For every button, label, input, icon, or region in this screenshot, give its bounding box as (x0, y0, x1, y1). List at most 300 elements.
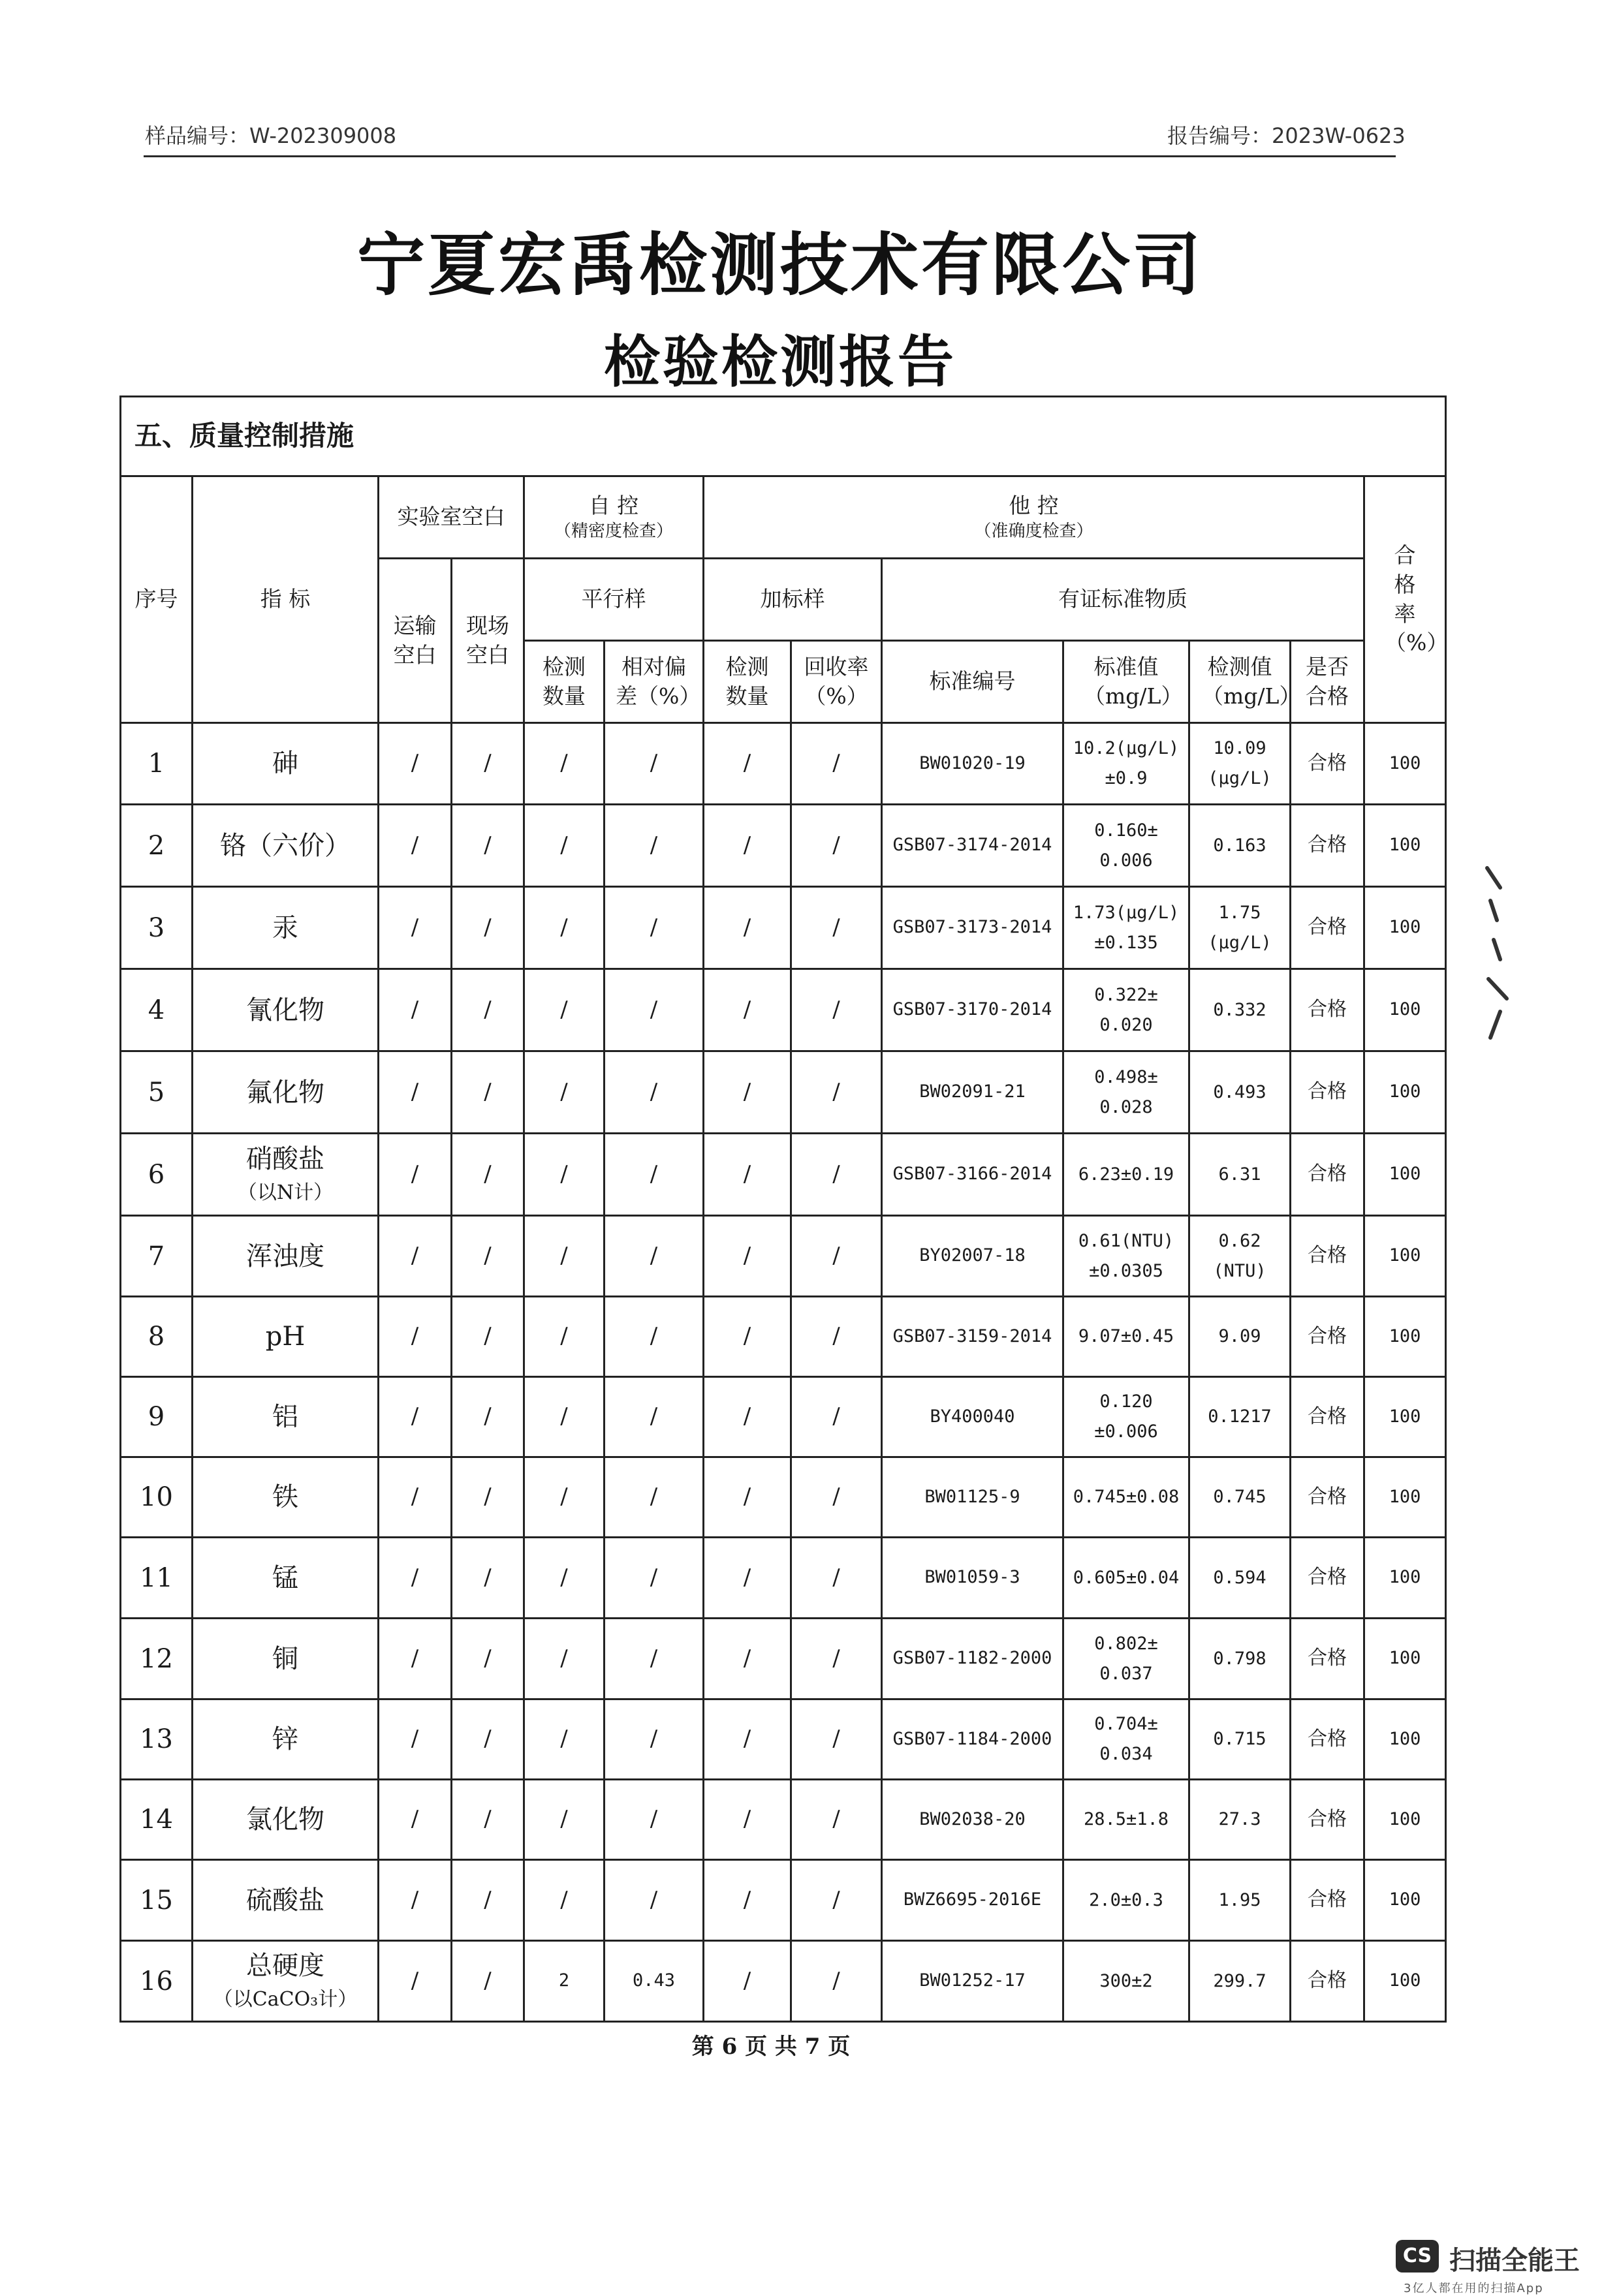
cell-qualified: 合格 (1291, 887, 1364, 969)
table-row (121, 1297, 1446, 1377)
cell-std-value (1063, 1377, 1189, 1457)
cell-fb: / (452, 1051, 524, 1134)
cell-indicator (193, 1699, 379, 1780)
cell-std-value (1063, 1860, 1189, 1941)
other-control-sub: （准确度检查） (974, 521, 1093, 542)
self-control-sub: （精密度检查） (554, 521, 673, 542)
header-std-no: 标准编号 (882, 641, 1063, 723)
std-value-line1: 9.07±0.45 (1078, 1326, 1174, 1347)
cell-fb: / (452, 1780, 524, 1860)
scan-edge-mark (1481, 861, 1513, 1044)
indicator-name: 浑浊度 (246, 1241, 324, 1271)
table-row (121, 805, 1446, 887)
cell-seq: 9 (121, 1377, 193, 1457)
cell-pass-rate: 100 (1364, 1941, 1446, 2022)
cell-seq: 15 (121, 1860, 193, 1941)
cell-fb: / (452, 1216, 524, 1297)
cell-tb: / (379, 1457, 452, 1538)
cell-measured (1189, 1780, 1291, 1860)
std-value-line1: 1.73(μg/L) (1073, 902, 1180, 923)
cell-rd: 0.43 (605, 1941, 704, 2022)
std-value-line2: ±0.0305 (1089, 1260, 1163, 1281)
cell-std-value (1063, 1941, 1189, 2022)
cell-std-no: BY400040 (882, 1377, 1063, 1457)
cell-qualified: 合格 (1291, 723, 1364, 805)
quality-control-table (119, 396, 1447, 2023)
table-row (121, 1538, 1446, 1619)
cell-indicator (193, 1134, 379, 1216)
cell-sc: / (704, 1134, 791, 1216)
cell-tb: / (379, 723, 452, 805)
header-divider (144, 155, 1396, 157)
cell-rr: / (791, 1134, 882, 1216)
cell-qualified: 合格 (1291, 1941, 1364, 2022)
cell-tb: / (379, 1780, 452, 1860)
cell-seq: 14 (121, 1780, 193, 1860)
cell-sc: / (704, 1941, 791, 2022)
measured-line1: 0.1217 (1208, 1406, 1272, 1427)
measured-line1: 1.95 (1218, 1889, 1261, 1910)
table-row (121, 1941, 1446, 2022)
cell-std-no: GSB07-1182-2000 (882, 1619, 1063, 1699)
header-transport-blank: 运输空白 (379, 559, 452, 723)
cell-tb: / (379, 1216, 452, 1297)
indicator-name: 氟化物 (246, 1077, 324, 1108)
header-recovery: 回收率（%） (791, 641, 882, 723)
cell-pass-rate: 100 (1364, 1699, 1446, 1780)
cell-seq: 7 (121, 1216, 193, 1297)
cell-rr: / (791, 1216, 882, 1297)
cell-pc: 2 (524, 1941, 605, 2022)
cell-pc: / (524, 887, 605, 969)
header-pass-rate: 合格率（%） (1364, 476, 1446, 723)
cell-std-value (1063, 1699, 1189, 1780)
indicator-sub: （以N计） (237, 1181, 334, 1204)
cell-fb: / (452, 1457, 524, 1538)
cell-sc: / (704, 1297, 791, 1377)
cell-seq: 8 (121, 1297, 193, 1377)
std-value-line2: 0.037 (1099, 1663, 1153, 1684)
cell-rr: / (791, 1051, 882, 1134)
cell-fb: / (452, 1860, 524, 1941)
sample-number: 样品编号：W-202309008 (145, 123, 397, 148)
cell-seq: 4 (121, 969, 193, 1051)
cell-std-value (1063, 1780, 1189, 1860)
cell-seq: 12 (121, 1619, 193, 1699)
table-row (121, 1619, 1446, 1699)
cell-std-value (1063, 887, 1189, 969)
cell-qualified: 合格 (1291, 1377, 1364, 1457)
cell-sc: / (704, 1860, 791, 1941)
measured-line1: 0.163 (1213, 835, 1266, 856)
cell-fb: / (452, 969, 524, 1051)
cell-tb: / (379, 1297, 452, 1377)
cell-sc: / (704, 1216, 791, 1297)
header-certified-ref: 有证标准物质 (882, 559, 1364, 641)
cell-pc: / (524, 1051, 605, 1134)
cell-seq: 2 (121, 805, 193, 887)
cell-tb: / (379, 887, 452, 969)
cell-pass-rate: 100 (1364, 723, 1446, 805)
cell-qualified: 合格 (1291, 1619, 1364, 1699)
measured-line1: 0.745 (1213, 1487, 1266, 1508)
cell-pc: / (524, 1134, 605, 1216)
cell-qualified: 合格 (1291, 1457, 1364, 1538)
measured-line1: 0.332 (1213, 999, 1266, 1020)
header-field-blank: 现场空白 (452, 559, 524, 723)
cell-rd: / (605, 887, 704, 969)
cell-std-no: BW01059-3 (882, 1538, 1063, 1619)
std-value-line1: 6.23±0.19 (1078, 1164, 1174, 1185)
cell-sc: / (704, 805, 791, 887)
table-row (121, 1134, 1446, 1216)
cell-pass-rate: 100 (1364, 1619, 1446, 1699)
cell-rd: / (605, 1051, 704, 1134)
header-indicator: 指 标 (193, 476, 379, 723)
cell-qualified: 合格 (1291, 1538, 1364, 1619)
cell-indicator (193, 1860, 379, 1941)
table-row (121, 1457, 1446, 1538)
cell-seq: 16 (121, 1941, 193, 2022)
cell-seq: 13 (121, 1699, 193, 1780)
cell-rd: / (605, 723, 704, 805)
page-number: 第 6 页 共 7 页 (691, 2034, 851, 2060)
cell-qualified: 合格 (1291, 1134, 1364, 1216)
std-value-line1: 0.498± (1094, 1066, 1158, 1087)
cell-sc: / (704, 1457, 791, 1538)
cell-measured (1189, 1699, 1291, 1780)
measured-line2: (μg/L) (1208, 768, 1272, 788)
cell-qualified: 合格 (1291, 1699, 1364, 1780)
header-self-control (524, 476, 704, 559)
cell-pass-rate: 100 (1364, 1297, 1446, 1377)
cell-std-no: GSB07-3166-2014 (882, 1134, 1063, 1216)
cell-std-value (1063, 1619, 1189, 1699)
table-row (121, 1780, 1446, 1860)
header-test-count-b: 检测数量 (704, 641, 791, 723)
cell-fb: / (452, 1377, 524, 1457)
header-parallel: 平行样 (524, 559, 704, 641)
cell-rr: / (791, 1297, 882, 1377)
cell-tb: / (379, 1699, 452, 1780)
cell-fb: / (452, 1297, 524, 1377)
cell-fb: / (452, 887, 524, 969)
table-row (121, 723, 1446, 805)
cell-qualified: 合格 (1291, 1860, 1364, 1941)
cell-rd: / (605, 1699, 704, 1780)
cell-qualified: 合格 (1291, 1297, 1364, 1377)
cell-std-value (1063, 723, 1189, 805)
cell-pass-rate: 100 (1364, 805, 1446, 887)
cell-rr: / (791, 1941, 882, 2022)
cell-fb: / (452, 1699, 524, 1780)
cell-tb: / (379, 969, 452, 1051)
measured-line1: 1.75 (1218, 902, 1261, 923)
measured-line1: 0.493 (1213, 1081, 1266, 1102)
cell-rr: / (791, 1377, 882, 1457)
cell-pc: / (524, 1619, 605, 1699)
measured-line1: 0.62 (1218, 1230, 1261, 1251)
cell-pc: / (524, 1457, 605, 1538)
cell-rd: / (605, 805, 704, 887)
cell-pass-rate: 100 (1364, 1377, 1446, 1457)
header-lab-blank: 实验室空白 (379, 476, 524, 559)
cell-rd: / (605, 1216, 704, 1297)
std-value-line1: 28.5±1.8 (1083, 1809, 1169, 1830)
cell-sc: / (704, 1780, 791, 1860)
cell-rd: / (605, 969, 704, 1051)
cell-rr: / (791, 805, 882, 887)
cell-rr: / (791, 723, 882, 805)
std-value-line1: 0.160± (1094, 820, 1158, 841)
table-row (121, 887, 1446, 969)
cell-pc: / (524, 1780, 605, 1860)
cell-fb: / (452, 723, 524, 805)
header-rel-dev: 相对偏差（%） (605, 641, 704, 723)
cell-seq: 3 (121, 887, 193, 969)
cell-measured (1189, 1297, 1291, 1377)
cell-tb: / (379, 1941, 452, 2022)
measured-line2: (NTU) (1213, 1260, 1266, 1281)
cell-measured (1189, 887, 1291, 969)
cell-rd: / (605, 1134, 704, 1216)
cell-indicator (193, 1297, 379, 1377)
cell-pass-rate: 100 (1364, 1780, 1446, 1860)
indicator-name: 总硬度 (246, 1950, 324, 1981)
cell-fb: / (452, 1619, 524, 1699)
std-value-line1: 0.704± (1094, 1714, 1158, 1735)
measured-line1: 27.3 (1218, 1809, 1261, 1830)
cell-pass-rate: 100 (1364, 887, 1446, 969)
cell-measured (1189, 723, 1291, 805)
cell-pass-rate: 100 (1364, 1538, 1446, 1619)
header-std-value: 标准值（mg/L） (1063, 641, 1189, 723)
cell-sc: / (704, 887, 791, 969)
cell-rr: / (791, 1457, 882, 1538)
cell-std-value (1063, 1051, 1189, 1134)
cell-indicator (193, 1457, 379, 1538)
measured-line1: 0.715 (1213, 1729, 1266, 1750)
indicator-name: 铬（六价） (220, 830, 351, 861)
std-value-line2: 0.006 (1099, 850, 1153, 871)
std-value-line2: ±0.9 (1105, 768, 1148, 788)
cell-qualified: 合格 (1291, 1216, 1364, 1297)
cell-std-value (1063, 1297, 1189, 1377)
scanner-logo-badge: CS (1396, 2240, 1439, 2273)
cell-pc: / (524, 805, 605, 887)
cell-measured (1189, 1538, 1291, 1619)
cell-pass-rate: 100 (1364, 969, 1446, 1051)
cell-qualified: 合格 (1291, 805, 1364, 887)
std-value-line1: 0.802± (1094, 1633, 1158, 1654)
cell-rr: / (791, 1619, 882, 1699)
cell-measured (1189, 1457, 1291, 1538)
std-value-line1: 0.745±0.08 (1073, 1487, 1180, 1508)
cell-rr: / (791, 1538, 882, 1619)
std-value-line2: 0.020 (1099, 1014, 1153, 1035)
table-row (121, 969, 1446, 1051)
cell-measured (1189, 1619, 1291, 1699)
cell-indicator (193, 723, 379, 805)
cell-sc: / (704, 1619, 791, 1699)
cell-rr: / (791, 969, 882, 1051)
cell-measured (1189, 805, 1291, 887)
cell-pc: / (524, 1216, 605, 1297)
measured-line1: 9.09 (1218, 1326, 1261, 1347)
cell-std-no: BW01125-9 (882, 1457, 1063, 1538)
cell-rd: / (605, 1377, 704, 1457)
indicator-name: 硫酸盐 (246, 1885, 324, 1916)
cell-pass-rate: 100 (1364, 1860, 1446, 1941)
table-row (121, 1860, 1446, 1941)
cell-tb: / (379, 1538, 452, 1619)
report-number: 报告编号：2023W-0623 (1167, 123, 1406, 148)
cell-measured (1189, 1377, 1291, 1457)
cell-std-value (1063, 1457, 1189, 1538)
table-row (121, 1699, 1446, 1780)
cell-tb: / (379, 1860, 452, 1941)
cell-qualified: 合格 (1291, 969, 1364, 1051)
cell-rd: / (605, 1297, 704, 1377)
header-qualified: 是否合格 (1291, 641, 1364, 723)
std-value-line2: 0.028 (1099, 1096, 1153, 1117)
cell-sc: / (704, 1699, 791, 1780)
indicator-name: 铝 (272, 1402, 298, 1432)
cell-fb: / (452, 805, 524, 887)
std-value-line2: 0.034 (1099, 1744, 1153, 1764)
std-value-line1: 0.322± (1094, 984, 1158, 1005)
cell-indicator (193, 1538, 379, 1619)
cell-pass-rate: 100 (1364, 1134, 1446, 1216)
cell-pass-rate: 100 (1364, 1457, 1446, 1538)
section-title: 五、质量控制措施 (121, 397, 1446, 476)
indicator-name: 锌 (272, 1724, 298, 1754)
cell-rr: / (791, 887, 882, 969)
header-seq: 序号 (121, 476, 193, 723)
std-value-line1: 10.2(μg/L) (1073, 738, 1180, 759)
cell-tb: / (379, 1051, 452, 1134)
std-value-line1: 300±2 (1099, 1970, 1153, 1991)
cell-pass-rate: 100 (1364, 1051, 1446, 1134)
cell-rd: / (605, 1860, 704, 1941)
cell-std-value (1063, 1216, 1189, 1297)
measured-line2: (μg/L) (1208, 932, 1272, 953)
cell-std-no: BWZ6695-2016E (882, 1860, 1063, 1941)
cell-pc: / (524, 1860, 605, 1941)
cell-measured (1189, 1216, 1291, 1297)
cell-fb: / (452, 1134, 524, 1216)
cell-tb: / (379, 805, 452, 887)
cell-fb: / (452, 1538, 524, 1619)
cell-tb: / (379, 1134, 452, 1216)
measured-line1: 0.798 (1213, 1648, 1266, 1669)
cell-indicator (193, 1780, 379, 1860)
indicator-name: 氰化物 (246, 995, 324, 1025)
cell-std-no: BW02038-20 (882, 1780, 1063, 1860)
cell-rd: / (605, 1457, 704, 1538)
cell-std-no: BY02007-18 (882, 1216, 1063, 1297)
cell-rr: / (791, 1860, 882, 1941)
cell-rr: / (791, 1699, 882, 1780)
cell-std-no: BW01252-17 (882, 1941, 1063, 2022)
cell-rd: / (605, 1538, 704, 1619)
indicator-name: 汞 (272, 912, 298, 943)
measured-line1: 0.594 (1213, 1567, 1266, 1588)
other-control-label: 他 控 (1009, 492, 1059, 518)
cell-measured (1189, 1134, 1291, 1216)
cell-std-value (1063, 805, 1189, 887)
cell-sc: / (704, 1538, 791, 1619)
cell-pc: / (524, 1297, 605, 1377)
header-spiked: 加标样 (704, 559, 882, 641)
cell-sc: / (704, 1051, 791, 1134)
cell-indicator (193, 1216, 379, 1297)
measured-line1: 299.7 (1213, 1970, 1266, 1991)
measured-line1: 10.09 (1213, 738, 1266, 759)
cell-std-no: GSB07-1184-2000 (882, 1699, 1063, 1780)
cell-measured (1189, 1941, 1291, 2022)
cell-pass-rate: 100 (1364, 1216, 1446, 1297)
cell-std-no: GSB07-3173-2014 (882, 887, 1063, 969)
cell-std-no: GSB07-3170-2014 (882, 969, 1063, 1051)
cell-sc: / (704, 1377, 791, 1457)
cell-pc: / (524, 1377, 605, 1457)
cell-pc: / (524, 1699, 605, 1780)
company-name: 宁夏宏禹检测技术有限公司 (356, 225, 1203, 305)
header-other-control (704, 476, 1364, 559)
cell-pc: / (524, 723, 605, 805)
cell-sc: / (704, 723, 791, 805)
cell-indicator (193, 887, 379, 969)
cell-qualified: 合格 (1291, 1780, 1364, 1860)
cell-indicator (193, 1619, 379, 1699)
header-measured: 检测值（mg/L） (1189, 641, 1291, 723)
indicator-name: 砷 (272, 749, 298, 779)
cell-seq: 5 (121, 1051, 193, 1134)
cell-indicator (193, 1051, 379, 1134)
cell-rd: / (605, 1780, 704, 1860)
std-value-line2: ±0.006 (1094, 1421, 1158, 1442)
cell-measured (1189, 1051, 1291, 1134)
cell-qualified: 合格 (1291, 1051, 1364, 1134)
cell-fb: / (452, 1941, 524, 2022)
cell-rr: / (791, 1780, 882, 1860)
cell-indicator (193, 1377, 379, 1457)
std-value-line1: 0.605±0.04 (1073, 1567, 1180, 1588)
indicator-name: pH (265, 1322, 306, 1352)
scanner-tagline: 3亿人都在用的扫描App (1404, 2282, 1544, 2295)
table-row (121, 1051, 1446, 1134)
report-title: 检验检测报告 (604, 329, 956, 395)
cell-std-no: GSB07-3174-2014 (882, 805, 1063, 887)
indicator-name: 锰 (272, 1562, 298, 1593)
measured-line1: 6.31 (1218, 1164, 1261, 1185)
cell-seq: 10 (121, 1457, 193, 1538)
indicator-name: 铁 (272, 1482, 298, 1512)
cell-tb: / (379, 1619, 452, 1699)
cell-tb: / (379, 1377, 452, 1457)
cell-seq: 1 (121, 723, 193, 805)
header-test-count-a: 检测数量 (524, 641, 605, 723)
cell-indicator (193, 969, 379, 1051)
cell-pc: / (524, 969, 605, 1051)
table-row (121, 1216, 1446, 1297)
cell-measured (1189, 1860, 1291, 1941)
cell-sc: / (704, 969, 791, 1051)
cell-std-no: BW02091-21 (882, 1051, 1063, 1134)
cell-measured (1189, 969, 1291, 1051)
indicator-name: 铜 (272, 1643, 298, 1674)
